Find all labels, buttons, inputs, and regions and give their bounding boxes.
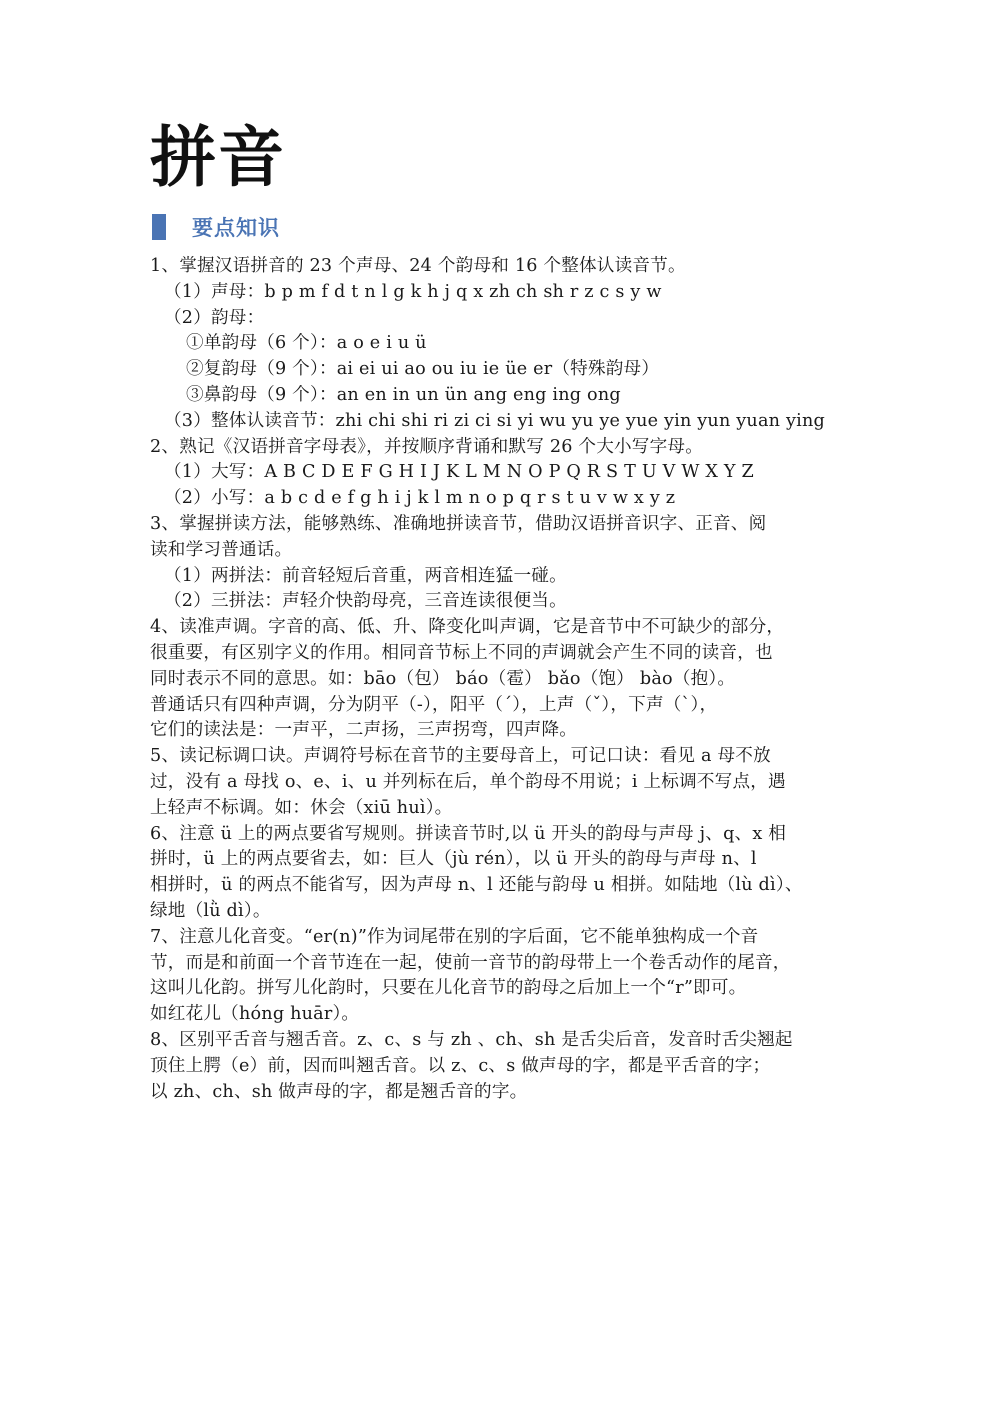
text-line: 上轻声不标调。如：休会（xiū huì）。 [150,797,453,818]
text-line: 4、读准声调。字音的高、低、升、降变化叫声调，它是音节中不可缺少的部分， [150,617,785,638]
text-line: 这叫儿化韵。拼写儿化韵时，只要在儿化音节的韵母之后加上一个“r”即可。 [150,978,747,999]
text-line: 读和学习普通话。 [150,539,293,560]
text-line: 2、熟记《汉语拼音字母表》，并按顺序背诵和默写 26 个大小写字母。 [150,436,703,457]
text-line: 绿地（lǜ dì）。 [150,900,271,921]
text-line: （2）小写：a b c d e f g h i j k l m n o p q r s t u v w x y z [164,488,676,509]
text-line: 很重要，有区别字义的作用。相同音节标上不同的声调就会产生不同的读音，也 [150,642,773,663]
body-text [150,254,855,1105]
text-line: （3）整体认读音节：zhi chi shi ri zi ci si yi wu yu ye yue yin yun yuan ying [164,410,825,431]
text-line: 1、掌握汉语拼音的 23 个声母、24 个韵母和 16 个整体认读音节。 [150,256,686,276]
text-line: 8、区别平舌音与翘舌音。z、c、s 与 zh 、ch、sh 是舌尖后音，发音时舌尖翘起 [150,1029,793,1050]
text-line: （1）大写：A B C D E F G H I J K L M N O P Q R S T U V W X Y Z [164,462,754,483]
section-heading [152,210,280,244]
page-title: 拼音 [150,119,286,196]
text-line: 3、掌握拼读方法，能够熟练、准确地拼读音节，借助汉语拼音识字、正音、阅 [150,513,767,534]
text-line: （1）两拼法：前音轻短后音重，两音相连猛一碰。 [164,565,567,586]
text-line: 普通话只有四种声调，分为阴平（-），阳平（ˊ），上声（ˇ），下声（ˋ）， [150,694,718,715]
section-label: 要点知识 [192,216,280,240]
text-line: 如红花儿（hóng huār）。 [150,1004,360,1025]
text-line: 6、注意 ü 上的两点要省写规则。拼读音节时,以 ü 开头的韵母与声母 j、q、x 相 [150,823,787,844]
text-line: ②复韵母（9 个）：ai ei ui ao ou iu ie üe er（特殊韵母） [186,359,660,380]
text-line: 顶住上腭（e）前，因而叫翘舌音。以 z、c、s 做声母的字，都是平舌音的字； [150,1055,771,1076]
text-line: 7、注意儿化音变。“er(n)”作为词尾带在别的字后面，它不能单独构成一个音 [150,926,759,947]
text-line: 过，没有 a 母找 o、e、i、u 并列标在后，单个韵母不用说；i 上标调不写点，遇 [150,771,786,792]
text-line: 相拼时，ü 的两点不能省写，因为声母 n、l 还能与韵母 u 相拼。如陆地（lù dì）、 [150,875,803,896]
text-line: 5、读记标调口诀。声调符号标在音节的主要母音上，可记口诀：看见 a 母不放 [150,746,771,767]
section-marker-bar [152,214,166,240]
text-line: （1）声母：b p m f d t n l g k h j q x zh ch sh r z c s y w [164,281,662,302]
text-line: （2）韵母： [164,307,265,328]
text-line: （2）三拼法：声轻介快韵母亮，三音连读很便当。 [164,591,567,612]
text-line: ③鼻韵母（9 个）：an en in un ün ang eng ing ong [186,384,621,405]
text-line: 节，而是和前面一个音节连在一起，使前一音节的韵母带上一个卷舌动作的尾音， [150,952,791,973]
text-line: 拼时，ü 上的两点要省去，如：巨人（jù rén），以 ü 开头的韵母与声母 n、l [150,849,757,870]
text-line: ①单韵母（6 个）：a o e i u ü [186,333,427,354]
text-line: 以 zh、ch、sh 做声母的字，都是翘舌音的字。 [150,1081,528,1102]
text-line: 同时表示不同的意思。如：bāo（包） báo（雹） bǎo（饱） bào（抱）。 [150,668,736,689]
text-line: 它们的读法是：一声平，二声扬，三声拐弯，四声降。 [150,720,578,741]
